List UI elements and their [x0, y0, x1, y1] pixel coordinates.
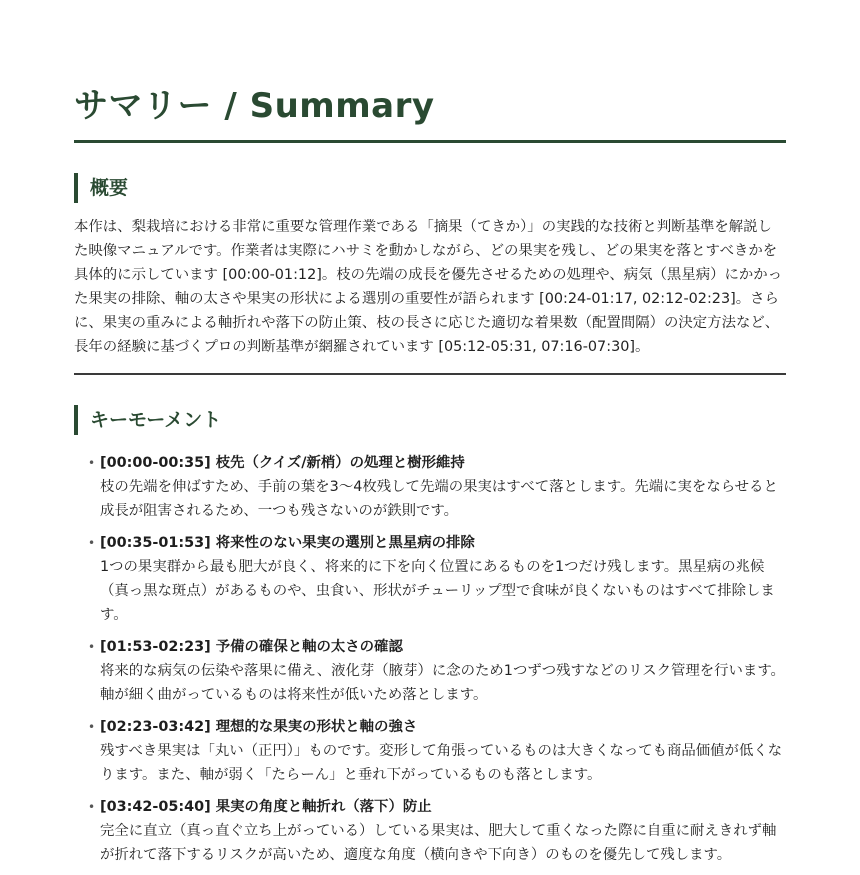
list-item [74, 635, 786, 707]
list-item [74, 715, 786, 787]
bullet-icon: • [88, 720, 96, 734]
bullet-icon: • [88, 640, 96, 654]
overview-heading [74, 173, 786, 203]
moment-title: [01:53-02:23] 予備の確保と軸の太さの確認 [100, 639, 403, 655]
moment-title: [02:23-03:42] 理想的な果実の形状と軸の強さ [100, 719, 418, 735]
key-moments-heading-label: キーモーメント [90, 409, 222, 431]
page-title: サマリー / Summary [74, 84, 786, 143]
moment-title: [00:00-00:35] 枝先（クイズ/新梢）の処理と樹形維持 [100, 455, 465, 471]
list-item [74, 451, 786, 523]
moment-description: 残すべき果実は「丸い（正円）」ものです。変形して角張っているものは大きくなっても商品価値が低くなります。また、軸が弱く「たらーん」と垂れ下がっているものも落とします。 [100, 743, 783, 783]
list-item [74, 531, 786, 627]
bullet-icon: • [88, 800, 96, 814]
moment-description: 将来的な病気の伝染や落果に備え、液化芽（腋芽）に念のため1つずつ残すなどのリスク管理を行います。軸が細く曲がっているものは将来性が低いため落とします。 [100, 663, 785, 703]
key-moments-list [74, 451, 786, 867]
heading-accent-bar [74, 173, 78, 203]
moment-title: [00:35-01:53] 将来性のない果実の選別と黒星病の排除 [100, 535, 475, 551]
moment-description: 完全に直立（真っ直ぐ立ち上がっている）している果実は、肥大して重くなった際に自重に耐えきれず軸が折れて落下するリスクが高いため、適度な角度（横向きや下向き）のものを優先して残します。 [100, 823, 777, 863]
moment-description: 枝の先端を伸ばすため、手前の葉を3〜4枚残して先端の果実はすべて落とします。先端に実をならせると成長が阻害されるため、一つも残さないのが鉄則です。 [100, 479, 778, 519]
section-divider [74, 373, 786, 375]
bullet-icon: • [88, 536, 96, 550]
list-item [74, 795, 786, 867]
overview-heading-label: 概要 [90, 177, 129, 199]
moment-title: [03:42-05:40] 果実の角度と軸折れ（落下）防止 [100, 799, 432, 815]
key-moments-heading [74, 405, 786, 435]
overview-paragraph: 本作は、梨栽培における非常に重要な管理作業である「摘果（てきか）」の実践的な技術と判断基準を解説した映像マニュアルです。作業者は実際にハサミを動かしながら、どの果実を残し、どの果実を落とすべきかを具体的に示しています [00:00-01:12]。枝の先端の成長を優先させるための処理や、病気（黒星病）にかかった果実の排除、軸の太さや果実の形状による選別の重要性が語られます [00:24-01:17, 02:12-02:23]。さらに、果実の重みによる軸折れや落下の防止策、枝の長さに応じた適切な着果数（配置間隔）の決定方法など、長年の経験に基づくプロの判断基準が網羅されています [05:12-05:31, 07:16-07:30]。 [74, 219, 783, 355]
bullet-icon: • [88, 456, 96, 470]
heading-accent-bar [74, 405, 78, 435]
summary-content [74, 84, 786, 875]
moment-description: 1つの果実群から最も肥大が良く、将来的に下を向く位置にあるものを1つだけ残します。黒星病の兆候（真っ黒な斑点）があるものや、虫食い、形状がチューリップ型で食味が良くないものはすべて排除します。 [100, 559, 775, 623]
